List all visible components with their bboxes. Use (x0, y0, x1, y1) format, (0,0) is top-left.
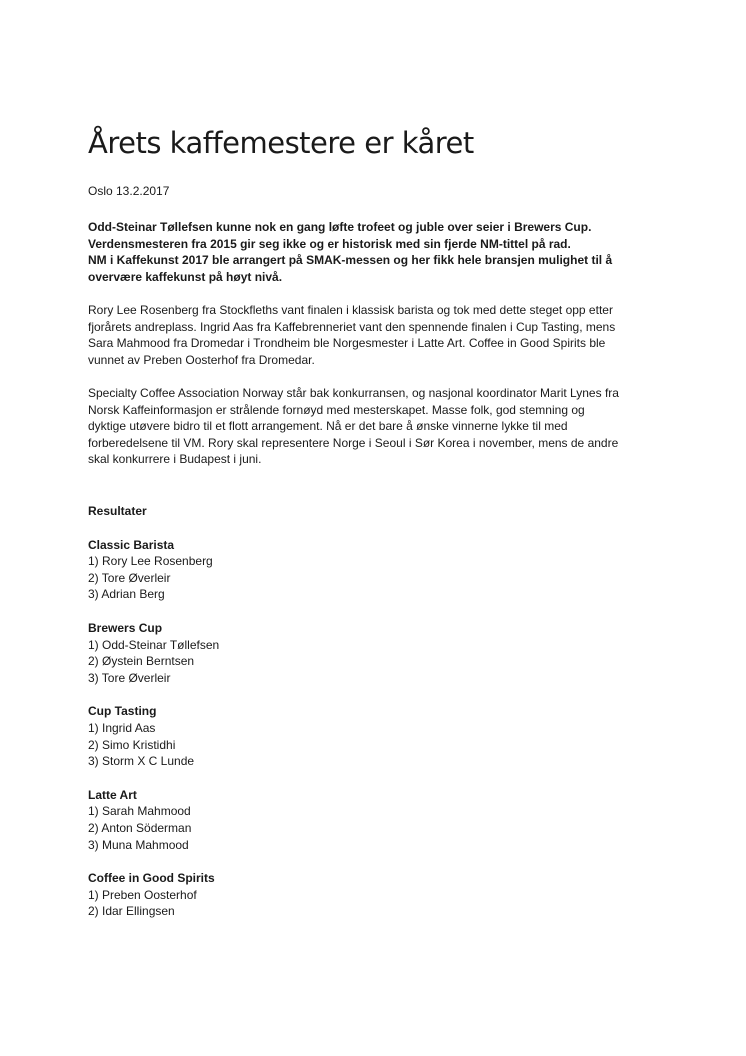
lead-line: Odd-Steinar Tøllefsen kunne nok en gang løfte trofeet og juble over seier i Brewers Cup. (88, 220, 592, 234)
lead-line: overvære kaffekunst på høyt nivå. (88, 269, 283, 284)
category-title: Cup Tasting (88, 704, 157, 719)
placing-item: 3) Muna Mahmood (88, 837, 189, 852)
placing-item: 1) Ingrid Aas (88, 720, 156, 735)
placing-item: 2) Øystein Berntsen (88, 654, 195, 669)
paragraph-line: Norsk Kaffeinformasjon er strålende fornøyd med mesterskapet. Masse folk, god stemning og (88, 402, 585, 417)
paragraph-line: Sara Mahmood fra Dromedar i Trondheim ble Norgesmester i Latte Art. Coffee in Good Spirits ble (88, 336, 606, 351)
article-title: Årets kaffemestere er kåret (88, 126, 474, 160)
body-paragraph (88, 385, 668, 468)
paragraph-line: Rory Lee Rosenberg fra Stockfleths vant finalen i klassisk barista og tok med dette steget opp etter (88, 303, 613, 317)
placing-item: 1) Rory Lee Rosenberg (88, 554, 213, 569)
paragraph-line: dyktige utøvere bidro til et flott arrangement. Nå er det bare å ønske vinnerne lykke til med (88, 419, 568, 434)
placing-item: 1) Sarah Mahmood (88, 804, 191, 819)
paragraph-line: skal konkurrere i Budapest i juni. (88, 452, 262, 467)
placing-item: 2) Simo Kristidhi (88, 737, 176, 752)
results-category (88, 787, 488, 853)
placing-item: 1) Odd-Steinar Tøllefsen (88, 637, 220, 652)
paragraph-line: Specialty Coffee Association Norway står bak konkurransen, og nasjonal koordinator Marit Lynes fra (88, 386, 619, 400)
results-category (88, 620, 488, 686)
placing-item: 3) Storm X C Lunde (88, 754, 195, 769)
placings-list (88, 803, 488, 853)
placings-list (88, 720, 488, 770)
category-title: Classic Barista (88, 537, 175, 552)
lead-line: Verdensmesteren fra 2015 gir seg ikke og er historisk med sin fjerde NM-tittel på rad. (88, 236, 571, 251)
results-category (88, 703, 488, 769)
article-dateline: Oslo 13.2.2017 (88, 184, 170, 198)
paragraph-line: vunnet av Preben Oosterhof fra Dromedar. (88, 352, 315, 367)
placing-item: 3) Adrian Berg (88, 587, 165, 602)
placings-list (88, 553, 488, 603)
category-title: Brewers Cup (88, 620, 163, 635)
placing-item: 1) Preben Oosterhof (88, 887, 197, 902)
category-title: Coffee in Good Spirits (88, 871, 215, 886)
category-title: Latte Art (88, 787, 137, 802)
paragraph-line: fjorårets andreplass. Ingrid Aas fra Kaffebrenneriet vant den spennende finalen i Cup Tasting, mens (88, 319, 616, 334)
lead-line: NM i Kaffekunst 2017 ble arrangert på SMAK-messen og her fikk hele bransjen mulighet til å (88, 253, 613, 267)
body-paragraph (88, 302, 668, 368)
results-heading: Resultater (88, 504, 147, 518)
results-category (88, 870, 488, 920)
results-category (88, 537, 488, 603)
placings-list (88, 637, 488, 687)
placing-item: 2) Tore Øverleir (88, 570, 171, 585)
placing-item: 2) Anton Söderman (88, 820, 192, 835)
placings-list (88, 887, 488, 920)
paragraph-line: forberedelsene til VM. Rory skal representere Norge i Seoul i Sør Korea i november, mens de andre (88, 435, 619, 450)
placing-item: 2) Idar Ellingsen (88, 904, 175, 919)
placing-item: 3) Tore Øverleir (88, 670, 171, 685)
results-section (88, 503, 488, 937)
article-lead (88, 219, 668, 285)
